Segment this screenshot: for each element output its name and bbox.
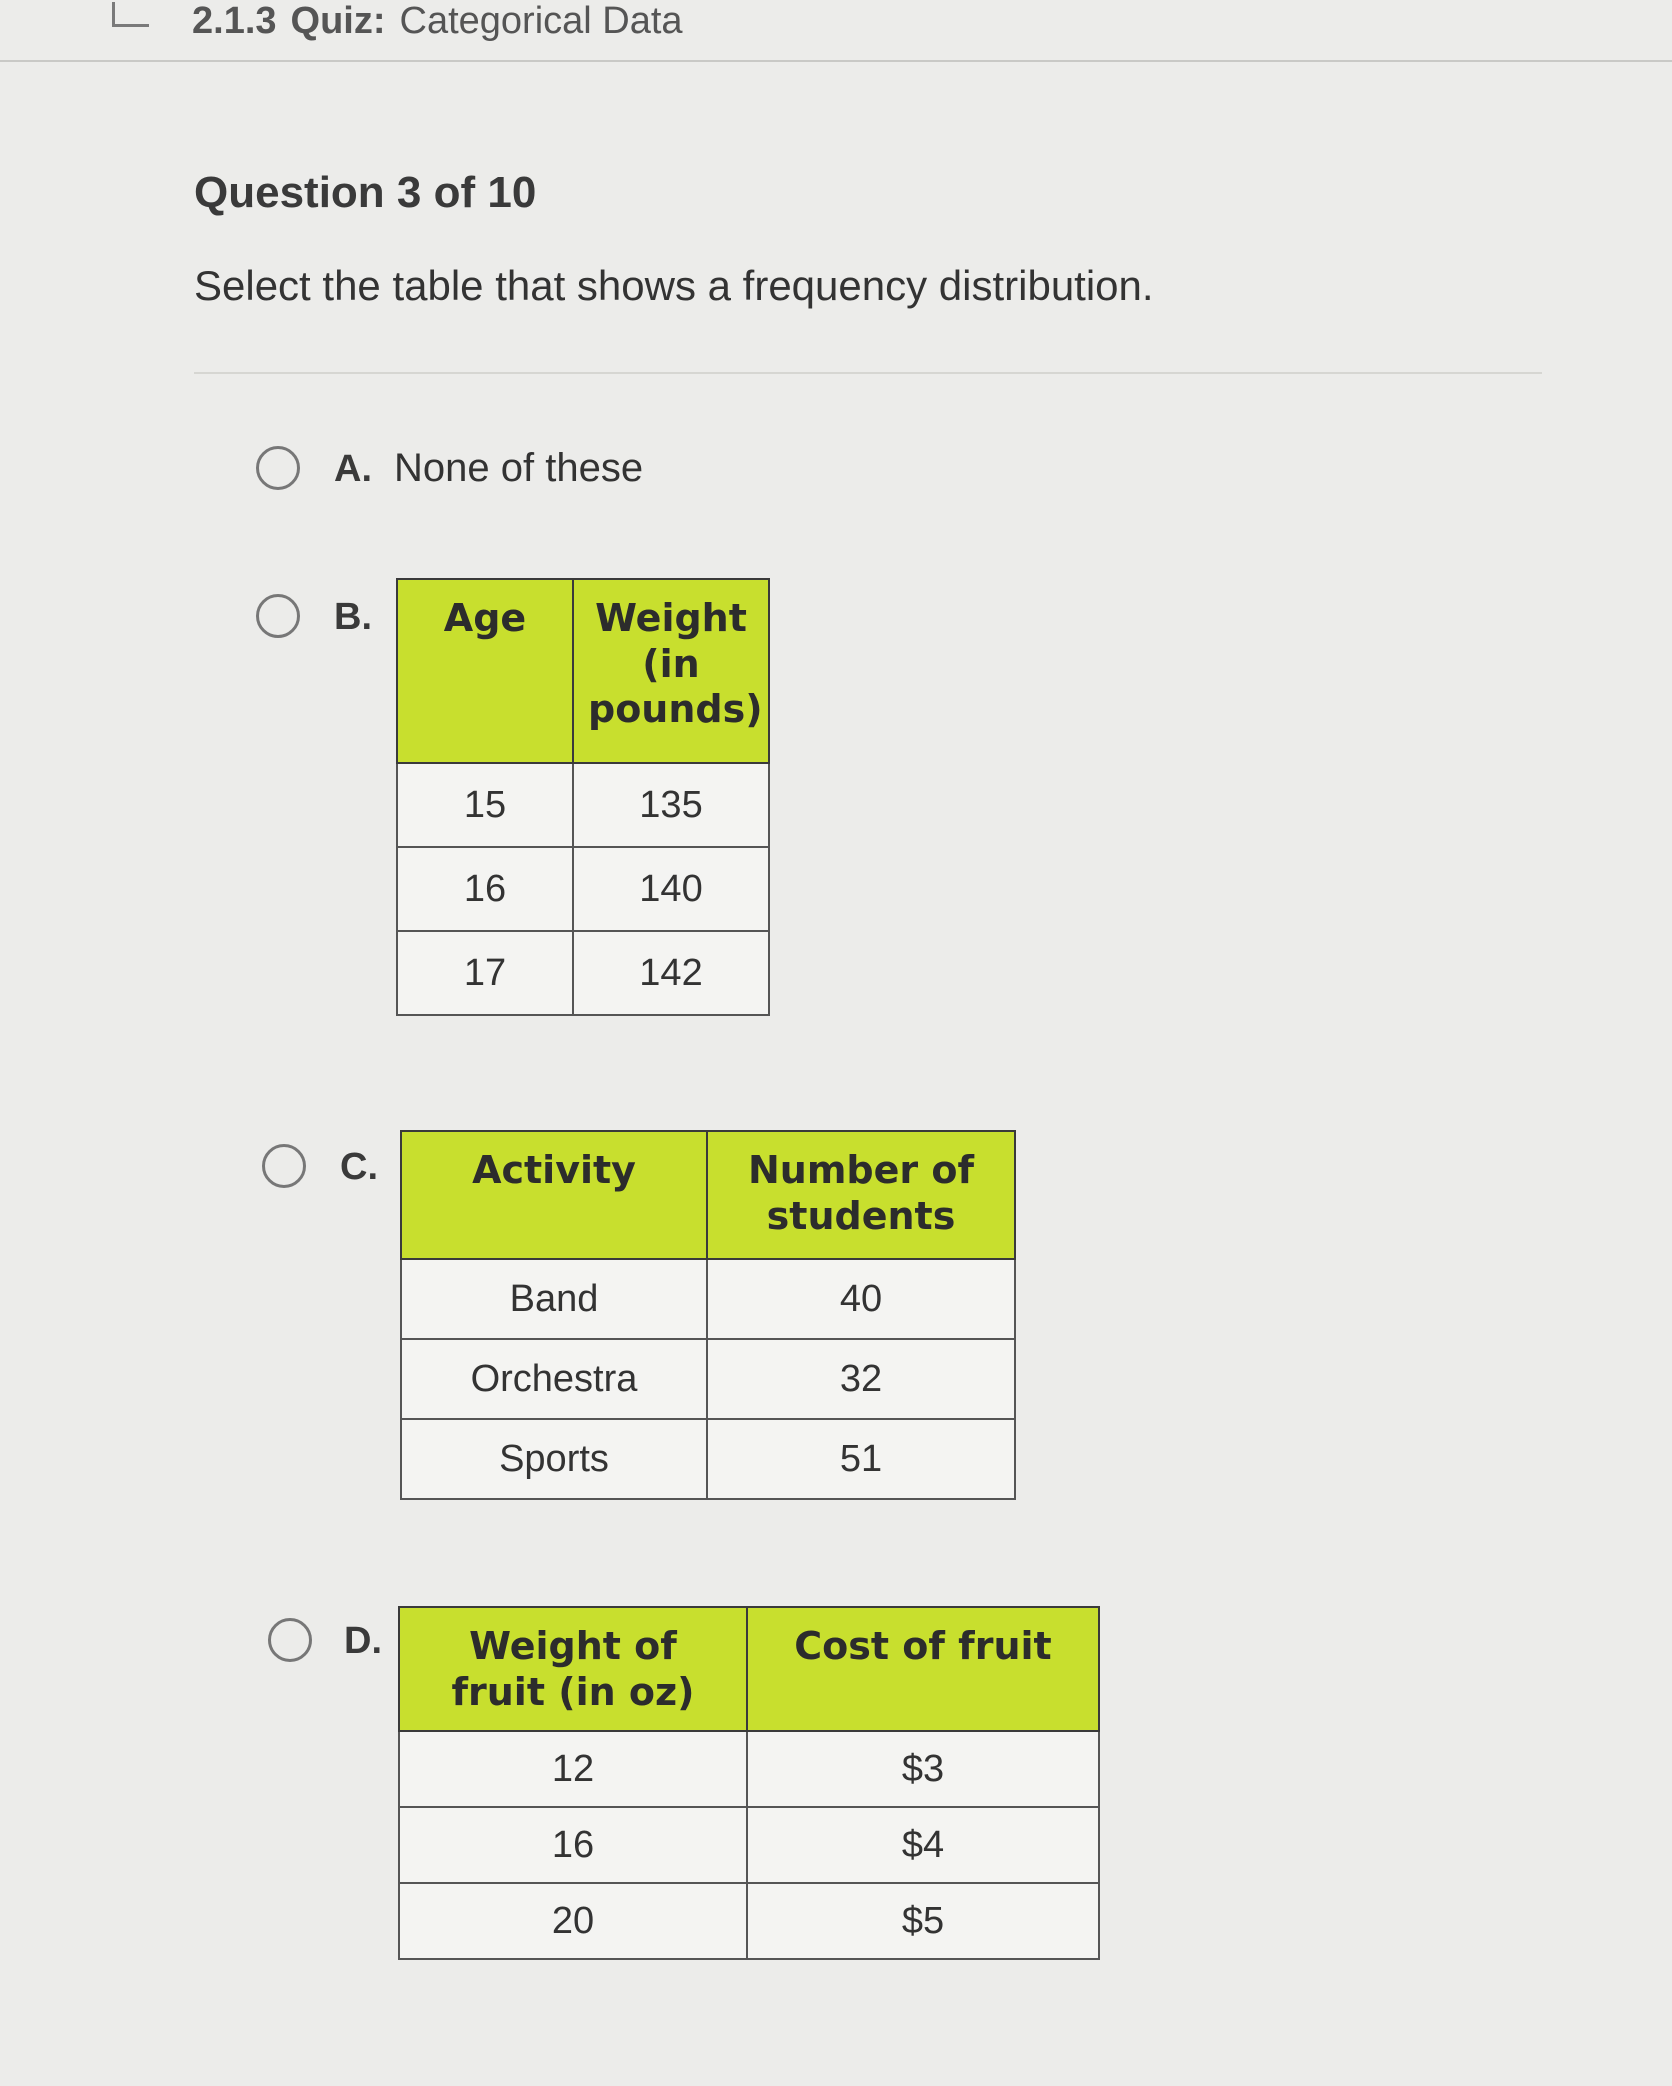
table-cell: 20 (399, 1883, 747, 1959)
table-cell: $3 (747, 1731, 1099, 1807)
quiz-name: Categorical Data (399, 0, 683, 42)
option-c-letter: C. (340, 1146, 378, 1188)
table-cell: 16 (397, 847, 573, 931)
option-c-table[interactable] (400, 1130, 1016, 1500)
option-a-letter: A. (334, 448, 372, 490)
back-arrow-icon[interactable] (112, 2, 149, 27)
table-header: Number of students (707, 1131, 1015, 1259)
top-bar (0, 0, 1672, 62)
table-cell: 51 (707, 1419, 1015, 1499)
divider (194, 372, 1542, 374)
option-d-letter: D. (344, 1620, 382, 1662)
radio-button-icon[interactable] (256, 446, 300, 490)
radio-button-icon[interactable] (256, 594, 300, 638)
table-cell: 140 (573, 847, 769, 931)
option-b-letter: B. (334, 596, 372, 638)
table-cell: Band (401, 1259, 707, 1339)
table-cell: 12 (399, 1731, 747, 1807)
table-cell: $5 (747, 1883, 1099, 1959)
table-header: Cost of fruit (747, 1607, 1099, 1731)
table-cell: 32 (707, 1339, 1015, 1419)
table-cell: 15 (397, 763, 573, 847)
option-d-table[interactable] (398, 1606, 1100, 1960)
radio-button-icon[interactable] (262, 1144, 306, 1188)
table-header: Weight of fruit (in oz) (399, 1607, 747, 1731)
table-cell: Sports (401, 1419, 707, 1499)
question-prompt: Select the table that shows a frequency distribution. (194, 262, 1154, 309)
option-a-text[interactable]: None of these (394, 446, 644, 490)
table-cell: 40 (707, 1259, 1015, 1339)
quiz-kind: Quiz: (290, 0, 386, 42)
table-cell: Orchestra (401, 1339, 707, 1419)
table-header: Activity (401, 1131, 707, 1259)
quiz-title (192, 0, 683, 43)
table-header: Weight (in pounds) (573, 579, 769, 763)
question-counter: Question 3 of 10 (194, 168, 537, 217)
table-cell: $4 (747, 1807, 1099, 1883)
option-b-table[interactable] (396, 578, 770, 1016)
radio-button-icon[interactable] (268, 1618, 312, 1662)
table-cell: 142 (573, 931, 769, 1015)
table-cell: 16 (399, 1807, 747, 1883)
table-cell: 135 (573, 763, 769, 847)
table-header: Age (397, 579, 573, 763)
quiz-code: 2.1.3 (192, 0, 277, 42)
table-cell: 17 (397, 931, 573, 1015)
